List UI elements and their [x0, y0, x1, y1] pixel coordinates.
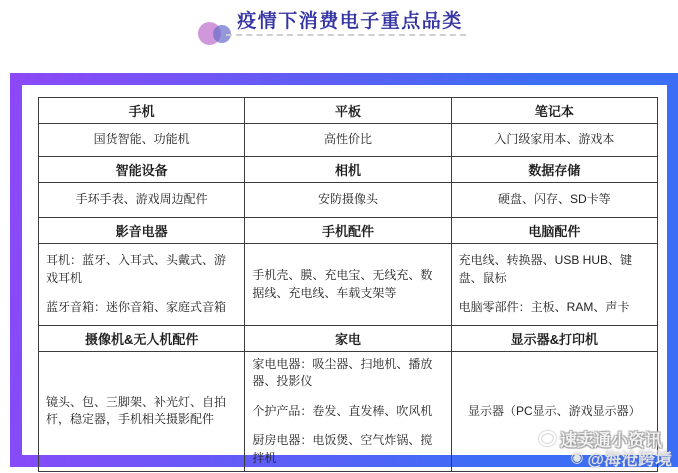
category-header: 手机: [39, 98, 245, 124]
category-header: 笔记本: [451, 98, 657, 124]
cell-text: 充电线、转换器、USB HUB、键盘、鼠标: [458, 253, 633, 285]
table-cell: [245, 124, 451, 157]
cell-text: 手机壳、膜、充电宝、无线充、数据线、充电线、车载支架等: [252, 268, 433, 300]
table-cell: [451, 183, 657, 218]
category-table: [38, 97, 658, 472]
cell-text: 家电电器：吸尘器、扫地机、播放器、投影仪: [252, 357, 433, 389]
cell-text: 高性价比: [323, 132, 372, 147]
title-area: [0, 0, 678, 73]
category-header: 显示器&打印机: [451, 326, 657, 352]
table-cell: [245, 183, 451, 218]
category-header: 电脑配件: [451, 218, 657, 244]
header-row: [39, 157, 658, 183]
cell-text: 手环手表、游戏周边配件: [75, 192, 208, 207]
table-cell: [39, 124, 245, 157]
cell-text: 蓝牙音箱：迷你音箱、家庭式音箱: [46, 300, 227, 315]
content-row: [39, 352, 658, 472]
cell-text: 镜头、包、三脚架、补光灯、自拍杆，稳定器，手机相关摄影配件: [46, 395, 227, 427]
content-row: [39, 183, 658, 218]
cell-text: 国货智能、功能机: [93, 132, 190, 147]
header-row: [39, 326, 658, 352]
cell-text: 电脑零部件：主板、RAM、声卡: [458, 300, 630, 315]
dashed-underline: [226, 34, 466, 36]
cell-text: 安防摄像头: [317, 192, 378, 207]
weibo-eye-icon: ◉: [570, 449, 584, 466]
header-row: [39, 218, 658, 244]
cell-text: 显示器（PC显示、游戏显示器）: [467, 403, 641, 418]
table-cell: [39, 352, 245, 472]
table-cell: [451, 124, 657, 157]
content-row: [39, 244, 658, 326]
category-header: 影音电器: [39, 218, 245, 244]
cell-text: 个护产品：卷发、直发棒、吹风机: [252, 403, 433, 418]
category-header: 智能设备: [39, 157, 245, 183]
table-cell: [245, 244, 451, 326]
table-cell: [451, 352, 657, 472]
table-cell: [39, 244, 245, 326]
category-header: 摄像机&无人机配件: [39, 326, 245, 352]
page-title: 疫情下消费电子重点品类: [237, 11, 463, 32]
content-row: [39, 124, 658, 157]
table-cell: [245, 352, 451, 472]
cell-text: 厨房电器：电饭煲、空气炸锅、搅拌机: [252, 433, 433, 465]
category-header: 手机配件: [245, 218, 451, 244]
watermark-text: 速卖通小资讯: [560, 431, 662, 450]
cell-text: 耳机：蓝牙、入耳式、头戴式、游戏耳机: [46, 253, 227, 285]
watermark-text: @海沧跨境: [587, 450, 672, 469]
category-header: 数据存储: [451, 157, 657, 183]
category-header: 相机: [245, 157, 451, 183]
category-header: 家电: [245, 326, 451, 352]
category-header: 平板: [245, 98, 451, 124]
cell-text: 硬盘、闪存、SD卡等: [497, 192, 611, 207]
gradient-frame: [10, 73, 678, 467]
table-cell: [39, 183, 245, 218]
header-row: [39, 98, 658, 124]
cell-text: 入门级家用本、游戏本: [494, 132, 615, 147]
table-cell: [451, 244, 657, 326]
